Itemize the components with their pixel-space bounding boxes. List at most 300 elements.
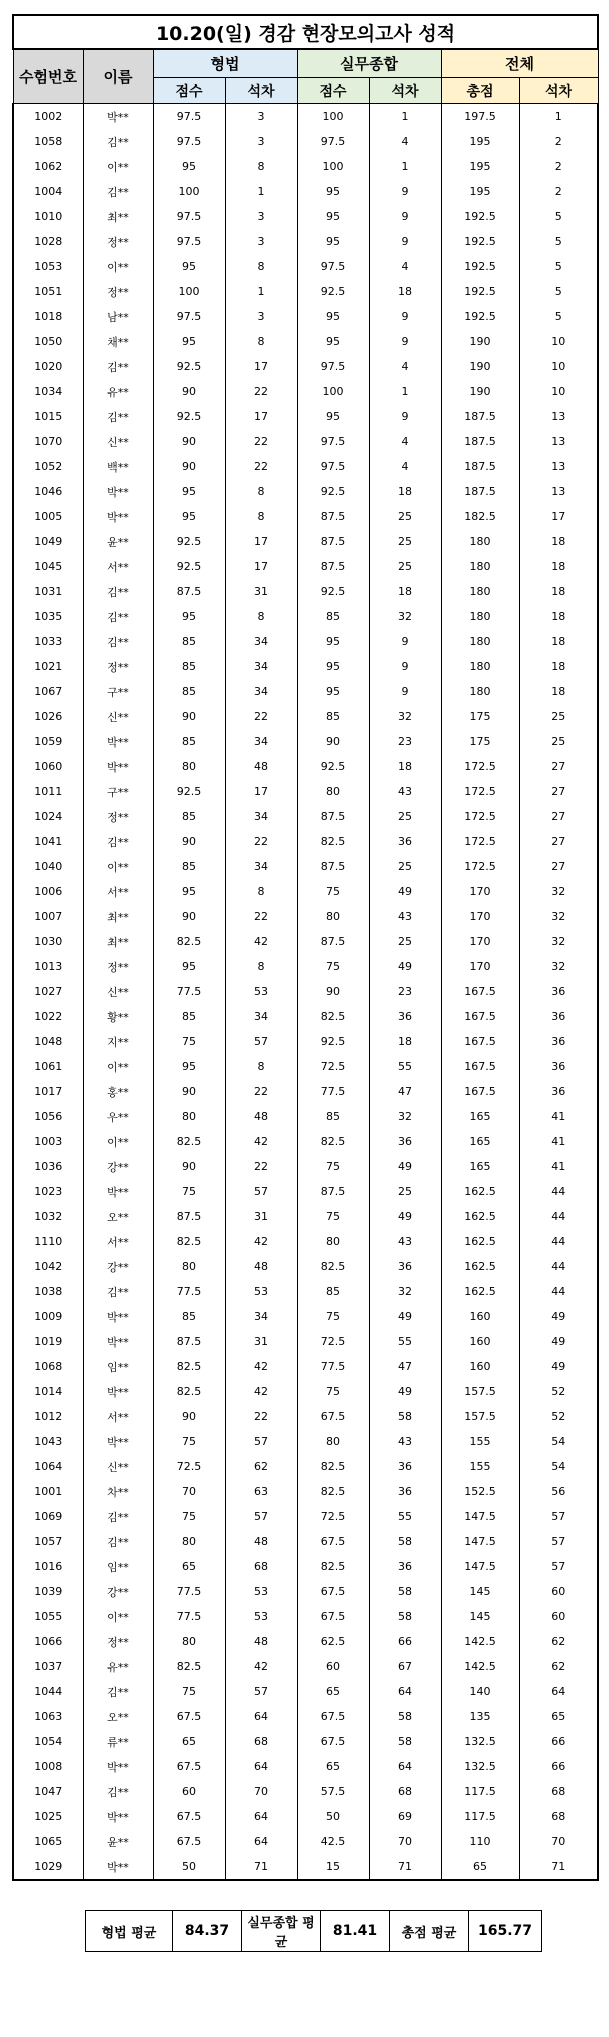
practice-rank-cell: 4 [369,129,441,154]
total-rank-cell: 5 [519,204,598,229]
law-rank-cell: 53 [225,1604,297,1629]
total-rank-cell: 13 [519,479,598,504]
table-row [13,279,598,304]
law-rank-cell: 48 [225,754,297,779]
total-rank-cell: 25 [519,704,598,729]
practice-score-cell: 77.5 [297,1354,369,1379]
practice-rank-cell: 25 [369,504,441,529]
practice-score-cell: 95 [297,629,369,654]
practice-rank-cell: 25 [369,929,441,954]
practice-score-cell: 95 [297,179,369,204]
total-rank-cell: 54 [519,1454,598,1479]
header-practice-score: 점수 [297,78,369,104]
practice-rank-cell: 9 [369,304,441,329]
law-score-cell: 85 [153,804,225,829]
practice-rank-cell: 23 [369,979,441,1004]
header-group-law: 형법 [153,49,297,78]
name-cell: 윤** [83,1829,153,1854]
law-rank-cell: 8 [225,604,297,629]
total-rank-cell: 60 [519,1604,598,1629]
name-cell: 박** [83,479,153,504]
law-score-cell: 95 [153,954,225,979]
practice-rank-cell: 47 [369,1079,441,1104]
exam-no-cell: 1002 [13,104,83,130]
practice-rank-cell: 58 [369,1404,441,1429]
name-cell: 윤** [83,529,153,554]
law-score-cell: 85 [153,729,225,754]
name-cell: 강** [83,1254,153,1279]
exam-no-cell: 1024 [13,804,83,829]
practice-rank-cell: 4 [369,254,441,279]
exam-no-cell: 1047 [13,1779,83,1804]
practice-score-cell: 95 [297,679,369,704]
exam-no-cell: 1018 [13,304,83,329]
table-row [13,1129,598,1154]
total-rank-cell: 44 [519,1279,598,1304]
law-score-cell: 67.5 [153,1704,225,1729]
total-score-cell: 180 [441,679,519,704]
table-row [13,1079,598,1104]
law-rank-cell: 3 [225,229,297,254]
law-score-cell: 82.5 [153,1379,225,1404]
total-score-cell: 192.5 [441,254,519,279]
name-cell: 이** [83,1129,153,1154]
practice-rank-cell: 32 [369,604,441,629]
law-rank-cell: 34 [225,1304,297,1329]
law-rank-cell: 8 [225,954,297,979]
total-score-cell: 170 [441,954,519,979]
total-rank-cell: 13 [519,404,598,429]
total-rank-cell: 44 [519,1204,598,1229]
law-score-cell: 97.5 [153,229,225,254]
total-score-cell: 197.5 [441,104,519,130]
practice-rank-cell: 58 [369,1529,441,1554]
practice-score-cell: 82.5 [297,1554,369,1579]
exam-no-cell: 1011 [13,779,83,804]
exam-no-cell: 1019 [13,1329,83,1354]
law-rank-cell: 64 [225,1754,297,1779]
practice-rank-cell: 32 [369,1279,441,1304]
table-row [13,404,598,429]
exam-no-cell: 1052 [13,454,83,479]
total-score-cell: 187.5 [441,404,519,429]
table-row [13,1029,598,1054]
total-score-cell: 162.5 [441,1179,519,1204]
law-rank-cell: 68 [225,1729,297,1754]
practice-rank-cell: 23 [369,729,441,754]
practice-score-cell: 67.5 [297,1604,369,1629]
practice-score-cell: 75 [297,1154,369,1179]
total-rank-cell: 27 [519,779,598,804]
law-score-cell: 85 [153,1004,225,1029]
law-score-cell: 92.5 [153,554,225,579]
law-rank-cell: 22 [225,1154,297,1179]
exam-no-cell: 1035 [13,604,83,629]
name-cell: 김** [83,1504,153,1529]
table-row [13,1054,598,1079]
law-rank-cell: 31 [225,1204,297,1229]
total-score-cell: 147.5 [441,1554,519,1579]
exam-no-cell: 1020 [13,354,83,379]
table-row [13,1254,598,1279]
table-row [13,479,598,504]
practice-rank-cell: 43 [369,779,441,804]
total-rank-cell: 41 [519,1129,598,1154]
practice-score-cell: 85 [297,1104,369,1129]
practice-score-cell: 75 [297,1304,369,1329]
practice-score-cell: 90 [297,979,369,1004]
total-score-cell: 145 [441,1579,519,1604]
table-row [13,1854,598,1880]
table-row [13,654,598,679]
total-score-cell: 132.5 [441,1754,519,1779]
practice-score-cell: 67.5 [297,1729,369,1754]
total-score-cell: 142.5 [441,1629,519,1654]
name-cell: 유** [83,379,153,404]
table-row [13,1429,598,1454]
total-score-cell: 170 [441,879,519,904]
practice-score-cell: 75 [297,879,369,904]
law-score-cell: 85 [153,854,225,879]
practice-score-cell: 42.5 [297,1829,369,1854]
practice-rank-cell: 43 [369,1229,441,1254]
table-row [13,679,598,704]
total-rank-cell: 62 [519,1629,598,1654]
total-rank-cell: 10 [519,354,598,379]
law-rank-cell: 68 [225,1554,297,1579]
table-row [13,879,598,904]
total-score-cell: 172.5 [441,754,519,779]
practice-rank-cell: 32 [369,704,441,729]
total-rank-cell: 41 [519,1154,598,1179]
total-rank-cell: 36 [519,979,598,1004]
practice-score-cell: 87.5 [297,554,369,579]
law-rank-cell: 17 [225,529,297,554]
law-rank-cell: 3 [225,204,297,229]
exam-no-cell: 1031 [13,579,83,604]
practice-score-cell: 95 [297,654,369,679]
practice-score-cell: 67.5 [297,1404,369,1429]
law-score-cell: 65 [153,1554,225,1579]
name-cell: 구** [83,679,153,704]
practice-score-cell: 87.5 [297,929,369,954]
law-score-cell: 82.5 [153,1654,225,1679]
table-row [13,554,598,579]
exam-no-cell: 1005 [13,504,83,529]
table-row [13,1004,598,1029]
practice-rank-cell: 36 [369,1129,441,1154]
total-rank-cell: 2 [519,154,598,179]
law-score-cell: 85 [153,1304,225,1329]
total-score-cell: 190 [441,379,519,404]
law-rank-cell: 34 [225,654,297,679]
exam-no-cell: 1059 [13,729,83,754]
practice-average-value: 81.41 [321,1911,390,1952]
law-rank-cell: 64 [225,1829,297,1854]
practice-rank-cell: 36 [369,1479,441,1504]
total-score-cell: 170 [441,929,519,954]
exam-no-cell: 1060 [13,754,83,779]
practice-score-cell: 82.5 [297,1129,369,1154]
name-cell: 오** [83,1704,153,1729]
total-score-cell: 157.5 [441,1379,519,1404]
total-score-cell: 180 [441,554,519,579]
practice-rank-cell: 49 [369,1379,441,1404]
law-score-cell: 75 [153,1179,225,1204]
law-score-cell: 97.5 [153,204,225,229]
practice-average-label: 실무종합 평균 [242,1911,321,1952]
name-cell: 이** [83,854,153,879]
exam-no-cell: 1055 [13,1604,83,1629]
law-rank-cell: 64 [225,1704,297,1729]
name-cell: 박** [83,1754,153,1779]
total-score-cell: 172.5 [441,829,519,854]
total-score-cell: 195 [441,154,519,179]
table-row [13,929,598,954]
table-row [13,329,598,354]
table-row [13,354,598,379]
exam-no-cell: 1064 [13,1454,83,1479]
practice-rank-cell: 70 [369,1829,441,1854]
table-row [13,1829,598,1854]
law-score-cell: 85 [153,629,225,654]
name-cell: 김** [83,1779,153,1804]
law-score-cell: 77.5 [153,1579,225,1604]
name-cell: 최** [83,904,153,929]
practice-rank-cell: 36 [369,1554,441,1579]
table-row [13,1604,598,1629]
total-score-cell: 195 [441,129,519,154]
exam-no-cell: 1051 [13,279,83,304]
total-rank-cell: 62 [519,1654,598,1679]
total-score-cell: 160 [441,1354,519,1379]
law-rank-cell: 22 [225,379,297,404]
exam-no-cell: 1003 [13,1129,83,1154]
score-rows [13,104,598,1881]
name-cell: 정** [83,804,153,829]
law-rank-cell: 3 [225,104,297,130]
practice-score-cell: 50 [297,1804,369,1829]
practice-score-cell: 92.5 [297,1029,369,1054]
header-total-rank: 석차 [519,78,598,104]
practice-rank-cell: 18 [369,1029,441,1054]
exam-no-cell: 1017 [13,1079,83,1104]
practice-rank-cell: 58 [369,1729,441,1754]
table-row [13,904,598,929]
total-rank-cell: 36 [519,1079,598,1104]
law-rank-cell: 34 [225,854,297,879]
practice-rank-cell: 18 [369,279,441,304]
total-rank-cell: 44 [519,1254,598,1279]
total-rank-cell: 5 [519,254,598,279]
name-cell: 정** [83,229,153,254]
table-row [13,454,598,479]
law-rank-cell: 48 [225,1529,297,1554]
name-cell: 황** [83,1004,153,1029]
total-rank-cell: 66 [519,1729,598,1754]
practice-score-cell: 97.5 [297,454,369,479]
law-score-cell: 90 [153,829,225,854]
total-rank-cell: 25 [519,729,598,754]
table-row [13,1779,598,1804]
practice-score-cell: 92.5 [297,479,369,504]
practice-rank-cell: 49 [369,1204,441,1229]
practice-rank-cell: 71 [369,1854,441,1880]
exam-no-cell: 1070 [13,429,83,454]
name-cell: 이** [83,1054,153,1079]
law-rank-cell: 57 [225,1504,297,1529]
law-score-cell: 100 [153,179,225,204]
practice-rank-cell: 55 [369,1329,441,1354]
total-rank-cell: 13 [519,454,598,479]
law-rank-cell: 8 [225,154,297,179]
total-rank-cell: 60 [519,1579,598,1604]
header-exam-no: 수험번호 [13,49,83,104]
name-cell: 박** [83,729,153,754]
total-score-cell: 162.5 [441,1204,519,1229]
exam-no-cell: 1015 [13,404,83,429]
law-score-cell: 75 [153,1029,225,1054]
total-rank-cell: 41 [519,1104,598,1129]
practice-rank-cell: 25 [369,854,441,879]
exam-no-cell: 1027 [13,979,83,1004]
total-rank-cell: 54 [519,1429,598,1454]
table-row [13,204,598,229]
law-score-cell: 80 [153,1104,225,1129]
practice-rank-cell: 36 [369,1254,441,1279]
name-cell: 박** [83,1854,153,1880]
total-score-cell: 155 [441,1429,519,1454]
law-rank-cell: 34 [225,629,297,654]
practice-score-cell: 15 [297,1854,369,1880]
name-cell: 박** [83,1429,153,1454]
total-rank-cell: 5 [519,304,598,329]
name-cell: 우** [83,1104,153,1129]
name-cell: 채** [83,329,153,354]
exam-no-cell: 1110 [13,1229,83,1254]
name-cell: 홍** [83,1079,153,1104]
law-score-cell: 90 [153,1079,225,1104]
practice-score-cell: 97.5 [297,354,369,379]
name-cell: 박** [83,104,153,130]
law-rank-cell: 64 [225,1804,297,1829]
exam-no-cell: 1038 [13,1279,83,1304]
practice-rank-cell: 58 [369,1604,441,1629]
practice-rank-cell: 32 [369,1104,441,1129]
practice-score-cell: 80 [297,1229,369,1254]
name-cell: 정** [83,654,153,679]
total-score-cell: 140 [441,1679,519,1704]
exam-no-cell: 1009 [13,1304,83,1329]
page-title: 10.20(일) 경감 현장모의고사 성적 [13,15,598,49]
law-rank-cell: 53 [225,1579,297,1604]
table-row [13,1529,598,1554]
practice-rank-cell: 55 [369,1504,441,1529]
name-cell: 박** [83,1329,153,1354]
total-score-cell: 170 [441,904,519,929]
table-row [13,704,598,729]
exam-no-cell: 1010 [13,204,83,229]
total-score-cell: 172.5 [441,804,519,829]
law-score-cell: 90 [153,454,225,479]
practice-score-cell: 82.5 [297,1254,369,1279]
exam-no-cell: 1026 [13,704,83,729]
total-score-cell: 167.5 [441,1079,519,1104]
practice-rank-cell: 9 [369,329,441,354]
practice-score-cell: 95 [297,329,369,354]
law-rank-cell: 42 [225,1379,297,1404]
exam-no-cell: 1048 [13,1029,83,1054]
exam-no-cell: 1045 [13,554,83,579]
exam-no-cell: 1007 [13,904,83,929]
total-rank-cell: 56 [519,1479,598,1504]
name-cell: 김** [83,579,153,604]
practice-score-cell: 80 [297,779,369,804]
law-rank-cell: 22 [225,704,297,729]
total-rank-cell: 68 [519,1804,598,1829]
table-row [13,1204,598,1229]
practice-rank-cell: 25 [369,804,441,829]
law-average-value: 84.37 [173,1911,242,1952]
practice-score-cell: 95 [297,204,369,229]
law-rank-cell: 53 [225,979,297,1004]
practice-score-cell: 65 [297,1754,369,1779]
practice-rank-cell: 1 [369,154,441,179]
table-row [13,1729,598,1754]
total-score-cell: 117.5 [441,1779,519,1804]
exam-no-cell: 1050 [13,329,83,354]
law-score-cell: 77.5 [153,1279,225,1304]
practice-rank-cell: 49 [369,879,441,904]
exam-no-cell: 1012 [13,1404,83,1429]
exam-no-cell: 1022 [13,1004,83,1029]
total-score-cell: 147.5 [441,1504,519,1529]
practice-score-cell: 87.5 [297,804,369,829]
header-total-score: 총점 [441,78,519,104]
table-row [13,1504,598,1529]
table-row [13,829,598,854]
total-score-cell: 157.5 [441,1404,519,1429]
header-law-rank: 석차 [225,78,297,104]
exam-no-cell: 1006 [13,879,83,904]
total-rank-cell: 18 [519,629,598,654]
total-score-cell: 187.5 [441,429,519,454]
score-sheet [12,14,597,1952]
practice-score-cell: 92.5 [297,279,369,304]
total-rank-cell: 18 [519,654,598,679]
practice-score-cell: 100 [297,379,369,404]
law-score-cell: 95 [153,479,225,504]
name-cell: 서** [83,1229,153,1254]
table-row [13,729,598,754]
law-score-cell: 87.5 [153,1204,225,1229]
name-cell: 김** [83,1679,153,1704]
total-score-cell: 175 [441,729,519,754]
name-cell: 서** [83,879,153,904]
total-score-cell: 192.5 [441,229,519,254]
table-row [13,754,598,779]
table-row [13,779,598,804]
practice-score-cell: 92.5 [297,754,369,779]
table-row [13,1229,598,1254]
table-row [13,954,598,979]
practice-score-cell: 82.5 [297,1454,369,1479]
practice-rank-cell: 18 [369,754,441,779]
practice-score-cell: 75 [297,1204,369,1229]
law-score-cell: 70 [153,1479,225,1504]
exam-no-cell: 1066 [13,1629,83,1654]
law-score-cell: 82.5 [153,1229,225,1254]
